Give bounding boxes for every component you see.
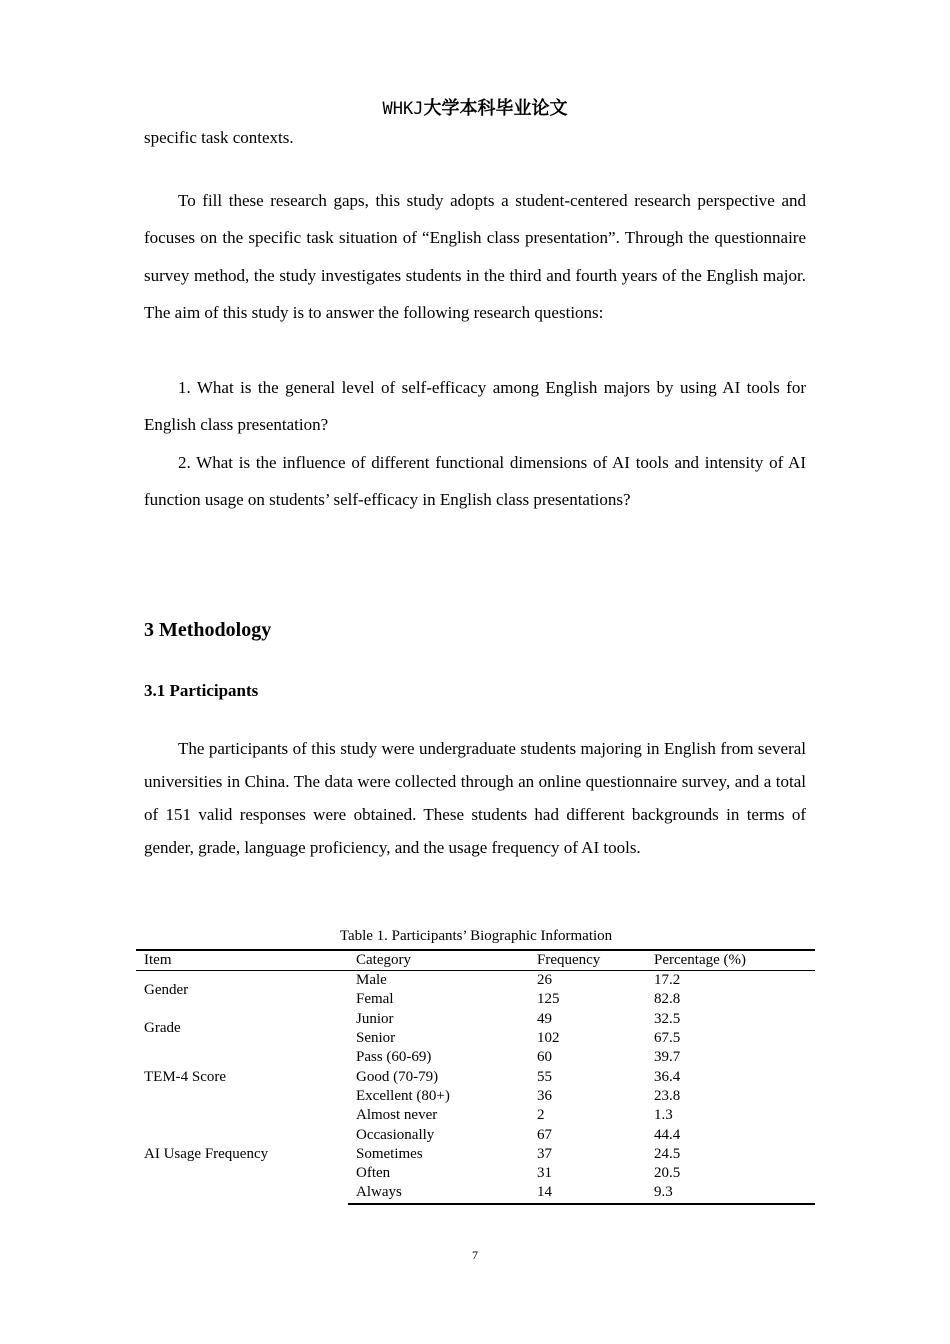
percentage-cell: 24.5: [654, 1145, 681, 1162]
header-frequency: Frequency: [529, 950, 646, 971]
frequency-cell: 31: [537, 1165, 552, 1182]
participants-paragraph: The participants of this study were undergraduate students majoring in English from several universities in China. The data were collected through an online questionnaire survey, and a total of 151 valid responses were obtained. These students had different backgrounds in terms of gender, grade, language proficiency, and the usage frequency of AI tools.: [144, 739, 806, 857]
table-header-row: [136, 950, 815, 971]
table-row: [136, 971, 815, 991]
percentage-cell: 32.5: [654, 1010, 681, 1027]
category-cell: Senior: [356, 1030, 396, 1047]
table-caption: Table 1. Participants’ Biographic Information: [339, 928, 613, 944]
frequency-cell: 55: [537, 1068, 552, 1085]
percentage-cell: 39.7: [654, 1049, 681, 1066]
table-body: [136, 971, 815, 1204]
header-percentage: Percentage (%): [646, 950, 815, 971]
item-cell: Grade: [144, 1020, 181, 1037]
frequency-cell: 67: [537, 1126, 552, 1143]
category-cell: Pass (60-69): [356, 1049, 432, 1066]
frequency-cell: 102: [537, 1030, 560, 1047]
item-cell: Gender: [144, 981, 189, 998]
research-question-2: 2. What is the influence of different functional dimensions of AI tools and intensity of AI function usage on students’ self-efficacy in English class presentations?: [144, 453, 806, 510]
category-cell: Often: [356, 1165, 391, 1182]
category-cell: Sometimes: [356, 1145, 423, 1162]
participants-table: [136, 949, 815, 1205]
table-row: [136, 1106, 815, 1125]
percentage-cell: 44.4: [654, 1126, 681, 1143]
frequency-cell: 125: [537, 991, 560, 1008]
category-cell: Almost never: [356, 1107, 438, 1124]
category-cell: Always: [348, 1183, 529, 1203]
section-heading: 3 Methodology: [144, 619, 272, 641]
frequency-cell: 49: [537, 1010, 552, 1027]
percentage-cell: 82.8: [654, 991, 681, 1008]
percentage-cell: 20.5: [654, 1165, 681, 1182]
header-item: Item: [136, 950, 348, 971]
category-cell: Occasionally: [356, 1126, 435, 1143]
category-cell: Male: [356, 972, 387, 989]
percentage-cell: 67.5: [654, 1030, 681, 1047]
percentage-cell: 9.3: [646, 1183, 815, 1203]
percentage-cell: 23.8: [654, 1087, 681, 1104]
frequency-cell: 2: [537, 1107, 545, 1124]
category-cell: Good (70-79): [356, 1068, 439, 1085]
frequency-cell: 60: [537, 1049, 552, 1066]
page-number: 7: [472, 1248, 478, 1262]
table-row: [136, 1048, 815, 1067]
item-cell: AI Usage Frequency: [144, 1146, 269, 1163]
header-category: Category: [348, 950, 529, 971]
percentage-cell: 1.3: [654, 1107, 673, 1124]
frequency-cell: 37: [537, 1145, 552, 1162]
item-cell: TEM-4 Score: [144, 1068, 227, 1085]
intro-paragraph: To fill these research gaps, this study adopts a student-centered research perspective and focuses on the specific task situation of “English class presentation”. Through the questionnaire survey method, the study investigates students in the third and fourth years of the English major. The aim of this study is to answer the following research questions:: [144, 191, 806, 322]
frequency-cell: 36: [537, 1087, 552, 1104]
header-latin: WHKJ: [382, 99, 424, 119]
frequency-cell: 26: [537, 972, 552, 989]
frequency-cell: 14: [529, 1183, 646, 1203]
research-question-1: 1. What is the general level of self-efficacy among English majors by using AI tools for English class presentation?: [144, 378, 806, 435]
category-cell: Junior: [356, 1010, 394, 1027]
percentage-cell: 17.2: [654, 972, 681, 989]
running-header: [0, 94, 950, 120]
subsection-heading: 3.1 Participants: [144, 681, 259, 700]
header-title: 大学本科毕业论文: [423, 98, 568, 119]
category-cell: Femal: [356, 991, 394, 1008]
category-cell: Excellent (80+): [356, 1087, 450, 1104]
percentage-cell: 36.4: [654, 1068, 681, 1085]
continuation-line: specific task contexts.: [144, 128, 294, 147]
table-row: [136, 1010, 815, 1029]
